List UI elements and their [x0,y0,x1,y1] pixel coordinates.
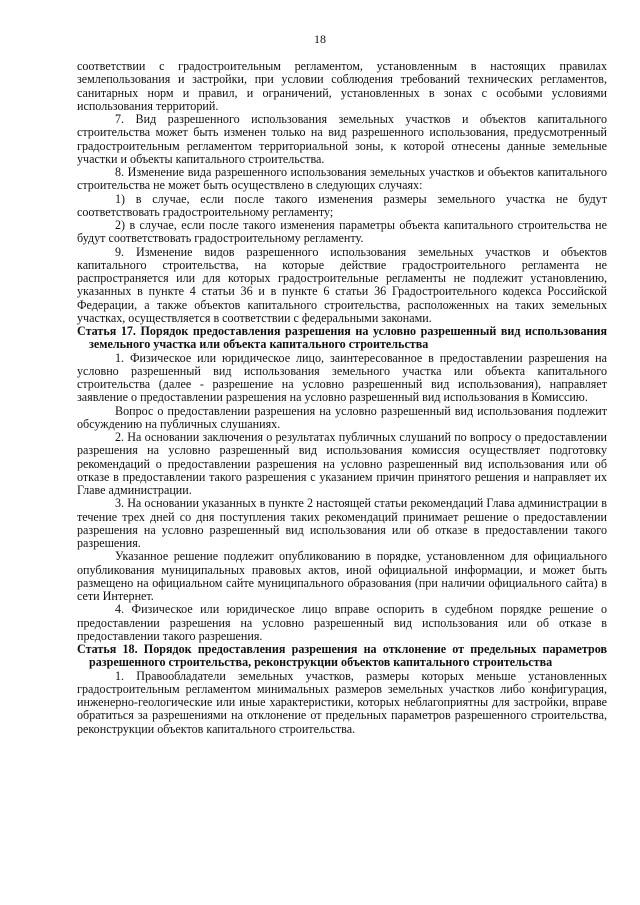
paragraph: 2. На основании заключения о результатах публичных слушаний по вопросу о предоставлении разрешения на условно разрешенный вид использования комиссия осуществляет подготовку рекомендаций о предоставлении разрешения на условно разрешенный вид использования или об отказе в предоставлении такого разрешения с указанием причин принятого решения и направляет их Главе администрации. [77,430,607,497]
paragraph: 7. Вид разрешенного использования земельных участков и объектов капитального строительства может быть изменен только на вид разрешенного использования, предусмотренный градостроительным регламентом территориальной зоны, к которой отнесены данные земельные участки и объекты капитального строительства. [77,112,607,166]
paragraph: 9. Изменение видов разрешенного использования земельных участков и объектов капитального строительства, на которые действие градостроительного регламента не распространяется или для которых градостроительные регламенты не подлежит установлению, указанных в пункте 4 статьи 36 и в пункте 6 статьи 36 Градостроительного кодекса Российской Федерации, а также объектов капитального строительства, расположенных на таких земельных участках, осуществляется в соответствии с федеральными законами. [77,244,607,325]
paragraph: Вопрос о предоставлении разрешения на условно разрешенный вид использования подлежит обсуждению на публичных слушаниях. [77,403,607,431]
paragraph: 1. Правообладатели земельных участков, размеры которых меньше установленных градостроительным регламентом минимальных размеров земельных участков либо конфигурация, инженерно-геологические или иные характеристики, которых неблагоприятны для застройки, вправе обратиться за разрешениями на отклонение от предельных параметров разрешенного строительства, реконструкции объектов капитального строительства. [77,668,607,736]
page-number: 18 [314,32,326,46]
article-heading: Статья 17. Порядок предоставления разрешения на условно разрешенный вид использования земельного участка или объекта капитального строительства [77,324,607,352]
paragraph: Указанное решение подлежит опубликованию в порядке, установленном для официального опубликования муниципальных правовых актов, иной официальной информации, и может быть размещено на официальном сайте муниципального образования (при наличии официального сайта) в сети Интернет. [77,549,607,603]
list-item: 2) в случае, если после такого изменения параметры объекта капитального строительства не будут соответствовать градостроительному регламенту. [77,218,607,246]
paragraph: 8. Изменение вида разрешенного использования земельных участков и объектов капитального строительства не может быть осуществлено в следующих случаях: [77,165,607,193]
paragraph: 1. Физическое или юридическое лицо, заинтересованное в предоставлении разрешения на условно разрешенный вид использования земельного участка или объекта капитального строительства (далее - разрешение на условно разрешенный вид использования), направляет заявление о предоставлении разрешения на условно разрешенный вид использования в Комиссию. [77,350,607,405]
paragraph: 3. На основании указанных в пункте 2 настоящей статьи рекомендаций Глава администрации в течение трех дней со дня поступления таких рекомендаций принимает решение о предоставлении разрешения на условно разрешенный вид использования или об отказе в предоставлении такого разрешения. [77,496,607,550]
page-body [77,60,607,736]
paragraph: соответствии с градостроительным регламентом, установленным в настоящих правилах землепользования и застройки, при условии соблюдения требований технических регламентов, санитарных норм и правил, и ограничений, установленных в зонах с особыми условиями использования территорий. [77,59,607,113]
list-item: 1) в случае, если после такого изменения размеры земельного участка не будут соответствовать градостроительному регламенту; [77,191,607,219]
paragraph: 4. Физическое или юридическое лицо вправе оспорить в судебном порядке решение о предоставлении разрешения на условно разрешенный вид использования или об отказе в предоставлении такого разрешения. [77,602,607,643]
article-heading: Статья 18. Порядок предоставления разрешения на отклонение от предельных параметров разрешенного строительства, реконструкции объектов капитального строительства [77,642,607,670]
